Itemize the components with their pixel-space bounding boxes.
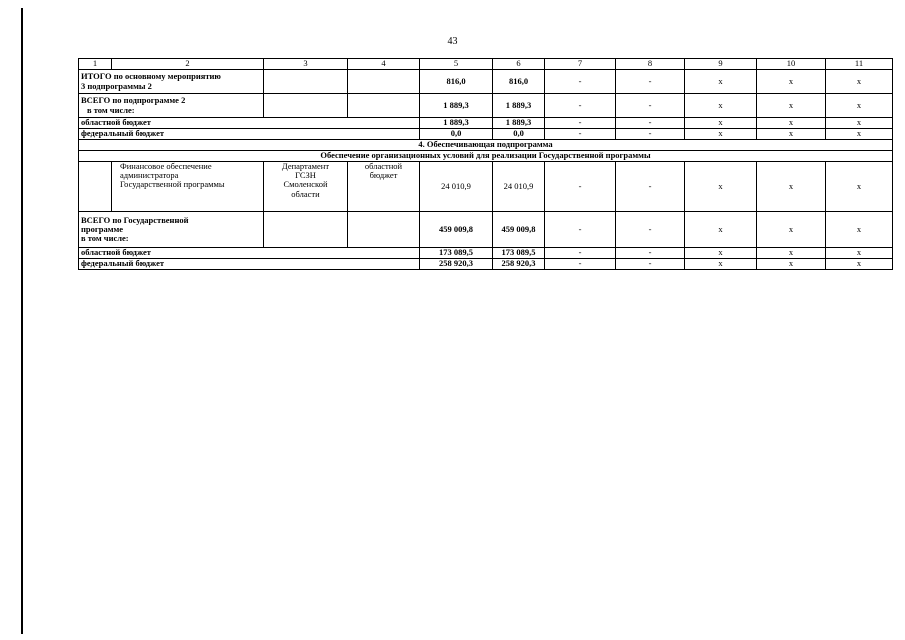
cell-c5: 173 089,5 [420, 248, 493, 259]
cell-c6: 816,0 [493, 70, 545, 94]
cell-c9: х [685, 248, 757, 259]
cell-c8: - [616, 259, 685, 270]
cell-c9: х [685, 118, 757, 129]
cell-c7: - [545, 248, 616, 259]
cell-c10: х [757, 70, 826, 94]
cell-c9: х [685, 129, 757, 140]
cell-c11: х [826, 118, 893, 129]
cell-c6: 1 889,3 [493, 94, 545, 118]
cell-c9: х [685, 212, 757, 248]
table-row-oblast-budget-total [79, 248, 893, 259]
section-title: 4. Обеспечивающая подпрограмма [79, 140, 893, 151]
table-row-itogo-measure [79, 70, 893, 94]
table-row-vsego-program [79, 212, 893, 248]
cell-c8: - [616, 212, 685, 248]
cell-c10: х [757, 248, 826, 259]
cell-c8: - [616, 129, 685, 140]
cell-c5: 459 009,8 [420, 212, 493, 248]
cell-c7: - [545, 118, 616, 129]
cell-c9: х [685, 259, 757, 270]
source-cell: областной бюджет [348, 162, 420, 212]
section-subtitle-row [79, 151, 893, 162]
cell-c6: 459 009,8 [493, 212, 545, 248]
cell-c10: х [757, 162, 826, 212]
row-label: ВСЕГО по Государственной программе в том числе: [79, 212, 264, 248]
cell-c6: 24 010,9 [493, 162, 545, 212]
cell-c9: х [685, 70, 757, 94]
cell-c8: - [616, 94, 685, 118]
row-label: областной бюджет [79, 118, 420, 129]
column-header: 11 [826, 59, 893, 70]
column-header: 7 [545, 59, 616, 70]
cell-c7: - [545, 94, 616, 118]
cell-c11: х [826, 129, 893, 140]
column-header: 10 [757, 59, 826, 70]
cell-c6: 1 889,3 [493, 118, 545, 129]
section-title-row [79, 140, 893, 151]
cell-c7: - [545, 259, 616, 270]
cell-c11: х [826, 212, 893, 248]
table-row-oblast-budget [79, 118, 893, 129]
cell-c5: 1 889,3 [420, 118, 493, 129]
column-header: 1 [79, 59, 112, 70]
row-label: федеральный бюджет [79, 259, 420, 270]
cell-c11: х [826, 94, 893, 118]
cell-c5: 816,0 [420, 70, 493, 94]
section-subtitle: Обеспечение организационных условий для реализации Государственной программы [79, 151, 893, 162]
row-label: Финансовое обеспечение администратора Государственной программы [112, 162, 264, 212]
cell-c5: 0,0 [420, 129, 493, 140]
table-row-vsego-subprogram [79, 94, 893, 118]
row-label: ИТОГО по основному мероприятию 3 подпрограммы 2 [79, 70, 264, 94]
column-header: 5 [420, 59, 493, 70]
cell-c11: х [826, 162, 893, 212]
cell-c7: - [545, 70, 616, 94]
cell-c7: - [545, 212, 616, 248]
cell-c8: - [616, 248, 685, 259]
column-header: 8 [616, 59, 685, 70]
row-label: областной бюджет [79, 248, 420, 259]
cell-c10: х [757, 118, 826, 129]
cell-c7: - [545, 129, 616, 140]
cell-c11: х [826, 248, 893, 259]
cell-c5: 1 889,3 [420, 94, 493, 118]
cell-c8: - [616, 118, 685, 129]
cell-c8: - [616, 70, 685, 94]
cell-c5: 258 920,3 [420, 259, 493, 270]
cell-c8: - [616, 162, 685, 212]
cell-c11: х [826, 259, 893, 270]
column-header: 2 [112, 59, 264, 70]
cell-c10: х [757, 94, 826, 118]
column-header: 4 [348, 59, 420, 70]
cell-c7: - [545, 162, 616, 212]
cell-c5: 24 010,9 [420, 162, 493, 212]
cell-c10: х [757, 212, 826, 248]
column-header: 3 [264, 59, 348, 70]
page-number: 43 [447, 36, 458, 47]
cell-c10: х [757, 129, 826, 140]
executor-cell: Департамент ГСЗН Смоленской области [264, 162, 348, 212]
row-label: ВСЕГО по подпрограмме 2 в том числе: [79, 94, 264, 118]
column-number-row [79, 59, 893, 70]
table-row-financial-support [79, 162, 893, 212]
cell-c9: х [685, 94, 757, 118]
table-row-federal-budget-total [79, 259, 893, 270]
table-row-federal-budget [79, 129, 893, 140]
column-header: 6 [493, 59, 545, 70]
cell-c9: х [685, 162, 757, 212]
budget-table [78, 58, 893, 270]
cell-c10: х [757, 259, 826, 270]
column-header: 9 [685, 59, 757, 70]
cell-c11: х [826, 70, 893, 94]
cell-c6: 0,0 [493, 129, 545, 140]
row-label: федеральный бюджет [79, 129, 420, 140]
cell-c6: 173 089,5 [493, 248, 545, 259]
cell-c6: 258 920,3 [493, 259, 545, 270]
page-left-border [21, 8, 23, 634]
